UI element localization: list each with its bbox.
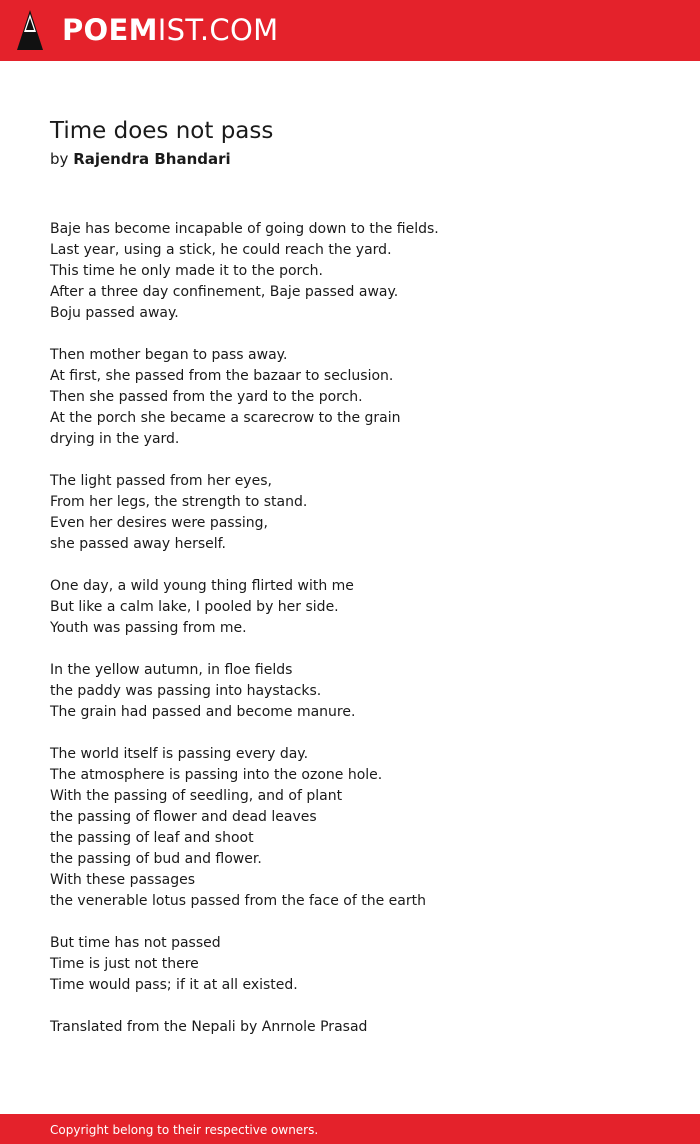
translation-credit: Translated from the Nepali by Anrnole Prasad bbox=[50, 1019, 368, 1035]
poem-line: the passing of flower and dead leaves bbox=[50, 809, 317, 825]
poem-body bbox=[50, 219, 670, 1059]
poem-line: the passing of leaf and shoot bbox=[50, 830, 254, 846]
poem-line: she passed away herself. bbox=[50, 536, 226, 552]
poem-line: At the porch she became a scarecrow to the grain bbox=[50, 410, 401, 426]
byline-prefix: by bbox=[50, 150, 69, 168]
poem-line: The grain had passed and become manure. bbox=[50, 704, 356, 720]
poem-line: The atmosphere is passing into the ozone hole. bbox=[50, 767, 383, 783]
poem-line: Time would pass; if it at all existed. bbox=[50, 977, 298, 993]
poem-line: With these passages bbox=[50, 872, 195, 888]
poem-line: Boju passed away. bbox=[50, 305, 179, 321]
stanza bbox=[50, 744, 670, 912]
poem-line: the passing of bud and flower. bbox=[50, 851, 262, 867]
poem-line: Last year, using a stick, he could reach the yard. bbox=[50, 242, 392, 258]
poem-line: In the yellow autumn, in floe fields bbox=[50, 662, 293, 678]
poem-line: the venerable lotus passed from the face of the earth bbox=[50, 893, 426, 909]
poem-line: With the passing of seedling, and of plant bbox=[50, 788, 343, 804]
poem-line: Then she passed from the yard to the porch. bbox=[50, 389, 363, 405]
poem-title: Time does not pass bbox=[50, 118, 274, 144]
poem-line: The light passed from her eyes, bbox=[50, 473, 272, 489]
poem-line: Even her desires were passing, bbox=[50, 515, 268, 531]
stanza bbox=[50, 345, 670, 450]
poem-line: But time has not passed bbox=[50, 935, 221, 951]
poem-line: The world itself is passing every day. bbox=[50, 746, 309, 762]
poem-line: But like a calm lake, I pooled by her side. bbox=[50, 599, 339, 615]
poem-line: the paddy was passing into haystacks. bbox=[50, 683, 322, 699]
stanza bbox=[50, 660, 670, 723]
pen-nib-icon[interactable] bbox=[17, 10, 43, 50]
poem-line: One day, a wild young thing flirted with me bbox=[50, 578, 354, 594]
stanza bbox=[50, 933, 670, 996]
poem-line: drying in the yard. bbox=[50, 431, 180, 447]
poem-author: Rajendra Bhandari bbox=[73, 150, 231, 168]
stanza bbox=[50, 219, 670, 324]
logo-bold-text: POEM bbox=[62, 13, 158, 47]
poem-line: Then mother began to pass away. bbox=[50, 347, 288, 363]
site-footer bbox=[0, 1114, 700, 1144]
poem-line: Youth was passing from me. bbox=[50, 620, 247, 636]
poem-line: This time he only made it to the porch. bbox=[50, 263, 323, 279]
site-logo[interactable] bbox=[62, 13, 278, 47]
stanza bbox=[50, 576, 670, 639]
logo-light-text: IST.COM bbox=[157, 13, 279, 47]
poem-line: At first, she passed from the bazaar to seclusion. bbox=[50, 368, 394, 384]
site-header bbox=[0, 0, 700, 61]
stanza bbox=[50, 1017, 670, 1038]
poem-line: Baje has become incapable of going down to the fields. bbox=[50, 221, 439, 237]
poem-line: Time is just not there bbox=[50, 956, 199, 972]
copyright-notice: Copyright belong to their respective owners. bbox=[50, 1123, 319, 1137]
poem-byline bbox=[50, 149, 231, 169]
poem-line: From her legs, the strength to stand. bbox=[50, 494, 308, 510]
poem-line: After a three day confinement, Baje passed away. bbox=[50, 284, 399, 300]
stanza bbox=[50, 471, 670, 555]
